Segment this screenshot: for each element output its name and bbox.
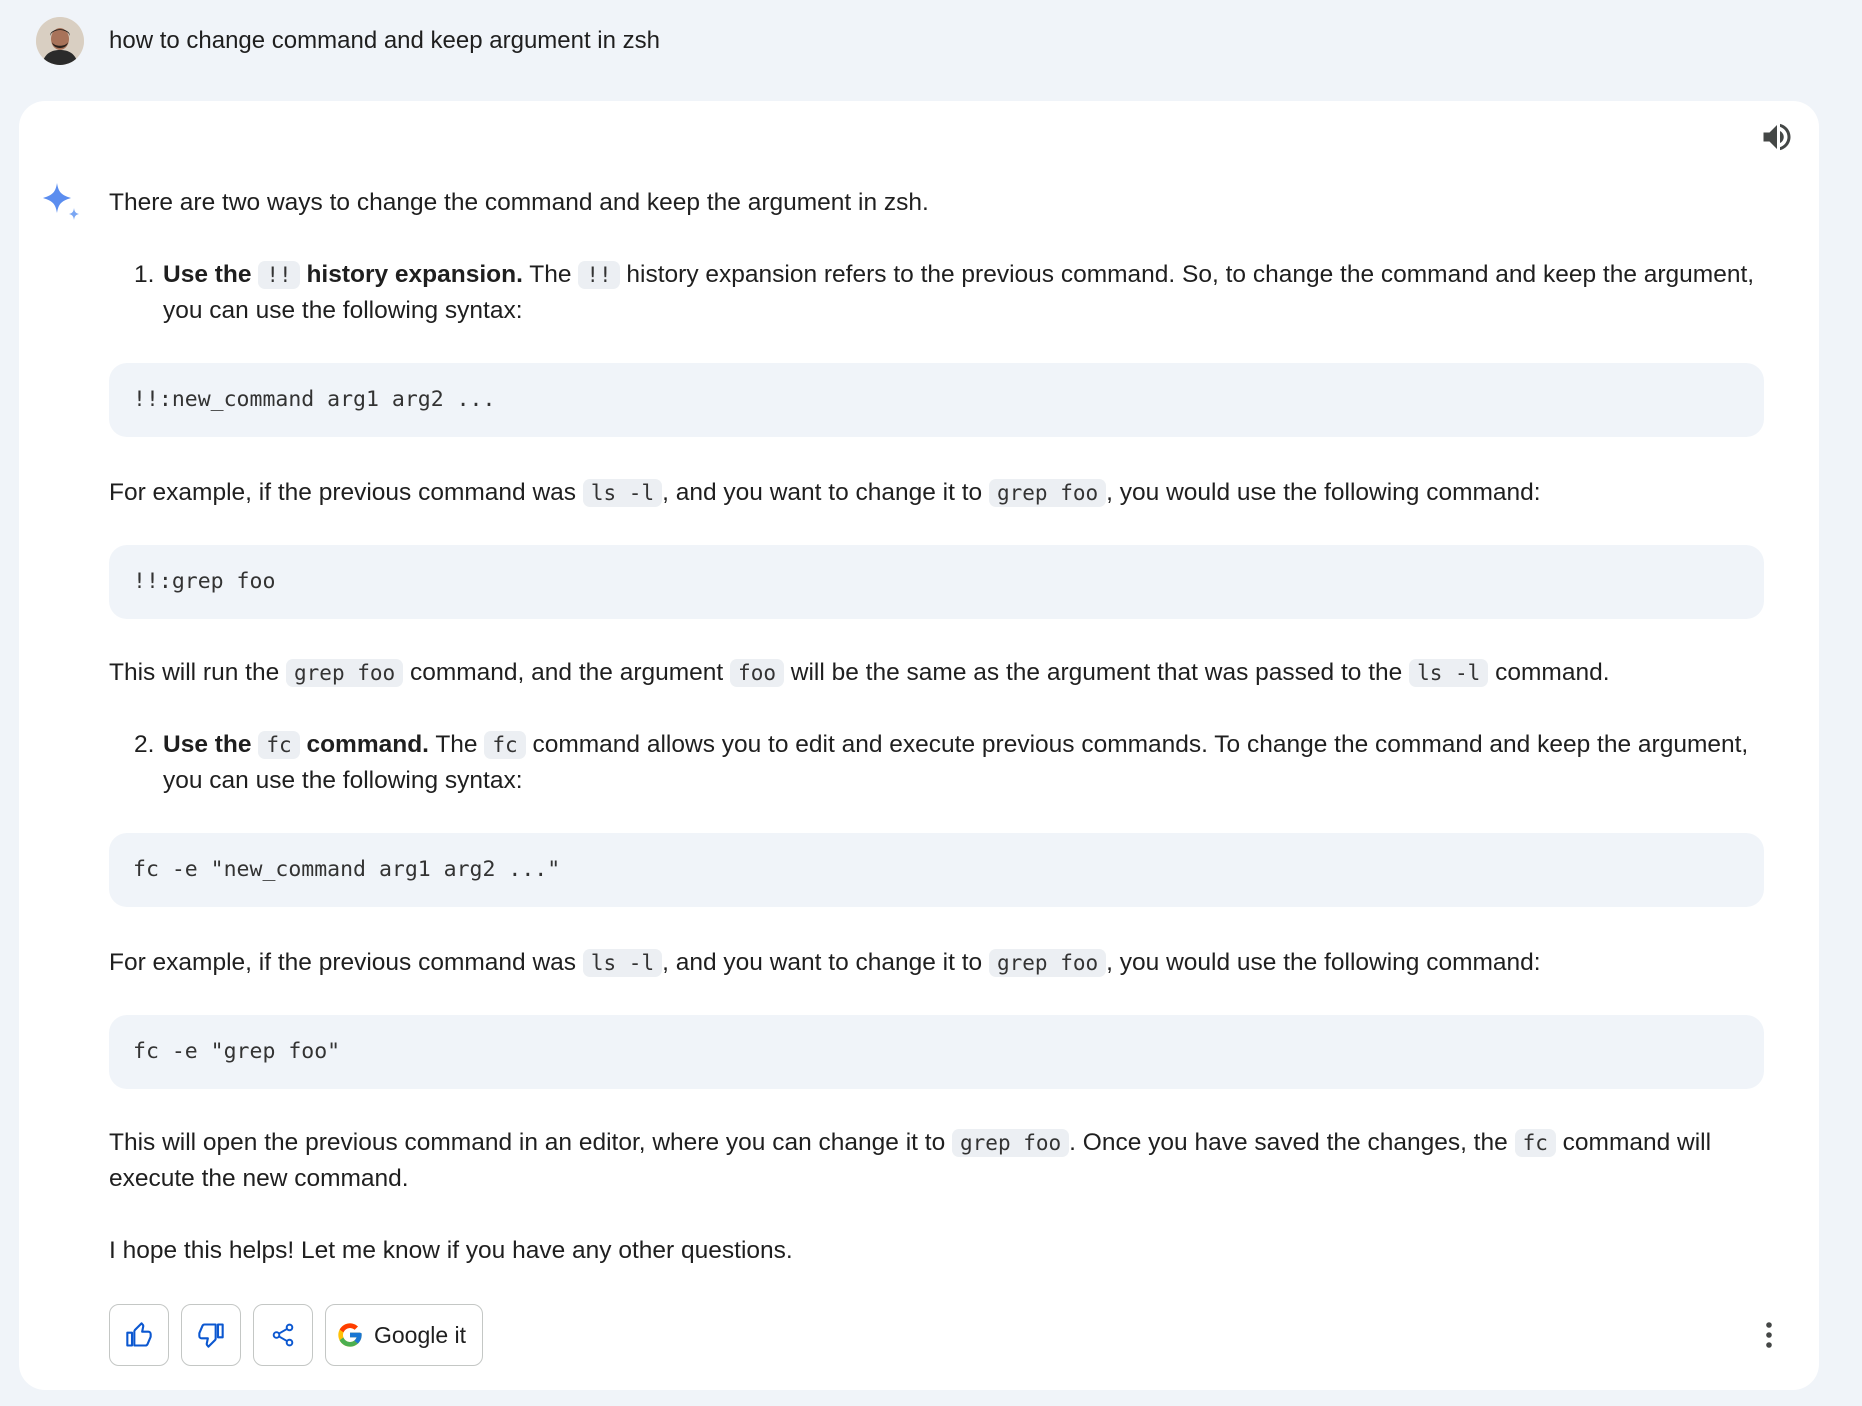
text: . Once you have saved the changes, the [1069, 1129, 1508, 1156]
list-item-text [163, 261, 1754, 324]
explain-text [109, 1125, 1785, 1197]
inline-code: grep foo [989, 479, 1106, 507]
text: This will open the previous command in an editor, where you can change it to [109, 1129, 946, 1156]
bold-text: Use the [163, 261, 252, 288]
text: For example, if the previous command was [109, 949, 577, 976]
text: The [435, 731, 478, 758]
inline-code: ls -l [583, 479, 662, 507]
example-text [109, 945, 1785, 981]
inline-code: fc [258, 731, 299, 759]
more-vert-icon[interactable] [1757, 1317, 1781, 1353]
google-it-button[interactable] [325, 1304, 483, 1366]
inline-code: grep foo [286, 659, 403, 687]
text: history expansion refers to the previous command. So, to change the command and keep the argument, you can use the following syntax: [163, 261, 1755, 324]
bold-text: Use the [163, 731, 252, 758]
text: will be the same as the argument that was passed to the [790, 659, 1403, 686]
closing-text: I hope this helps! Let me know if you have any other questions. [109, 1237, 793, 1264]
share-icon [270, 1322, 296, 1348]
list-number: 1. [134, 261, 155, 288]
response-content [109, 185, 1785, 1269]
thumbs-up-icon [125, 1321, 153, 1349]
text: command, and the argument [409, 659, 724, 686]
explain-text [109, 655, 1785, 691]
google-logo-icon [336, 1321, 364, 1349]
list-item-text [163, 731, 1748, 794]
user-avatar [36, 17, 84, 65]
list-item-1 [109, 257, 1785, 329]
text: The [529, 261, 572, 288]
thumbs-down-icon [197, 1321, 225, 1349]
inline-code: fc [484, 731, 525, 759]
text: , and you want to change it to [662, 949, 983, 976]
code-block[interactable]: !!:new_command arg1 arg2 ... [109, 363, 1764, 437]
text: command will execute the new command. [109, 1129, 1712, 1192]
text: For example, if the previous command was [109, 479, 577, 506]
list-item-2 [109, 727, 1785, 799]
inline-code: grep foo [989, 949, 1106, 977]
sparkle-icon [39, 181, 85, 227]
inline-code: ls -l [583, 949, 662, 977]
prompt-text: how to change command and keep argument in zsh [109, 27, 661, 54]
inline-code: foo [730, 659, 784, 687]
text: , and you want to change it to [662, 479, 983, 506]
code-block[interactable]: fc -e "grep foo" [109, 1015, 1764, 1089]
inline-code: fc [1515, 1129, 1556, 1157]
inline-code: !! [258, 261, 299, 289]
share-button[interactable] [253, 1304, 313, 1366]
response-card [19, 101, 1819, 1390]
intro-text: There are two ways to change the command and keep the argument in zsh. [109, 189, 929, 216]
list-number: 2. [134, 731, 155, 758]
text: , you would use the following command: [1106, 479, 1541, 506]
bold-text: history expansion. [306, 261, 523, 288]
inline-code: !! [578, 261, 619, 289]
example-text [109, 475, 1785, 511]
response-actions [109, 1304, 483, 1366]
text: , you would use the following command: [1106, 949, 1541, 976]
inline-code: grep foo [952, 1129, 1069, 1157]
thumbs-up-button[interactable] [109, 1304, 169, 1366]
text: This will run the [109, 659, 280, 686]
inline-code: ls -l [1409, 659, 1488, 687]
bold-text: command. [306, 731, 429, 758]
code-block[interactable]: fc -e "new_command arg1 arg2 ..." [109, 833, 1764, 907]
text: command allows you to edit and execute previous commands. To change the command and keep the argument, you can use the following syntax: [163, 731, 1749, 794]
text: command. [1495, 659, 1610, 686]
code-block[interactable]: !!:grep foo [109, 545, 1764, 619]
thumbs-down-button[interactable] [181, 1304, 241, 1366]
volume-up-icon[interactable] [1759, 119, 1795, 155]
google-it-label: Google it [374, 1321, 467, 1348]
